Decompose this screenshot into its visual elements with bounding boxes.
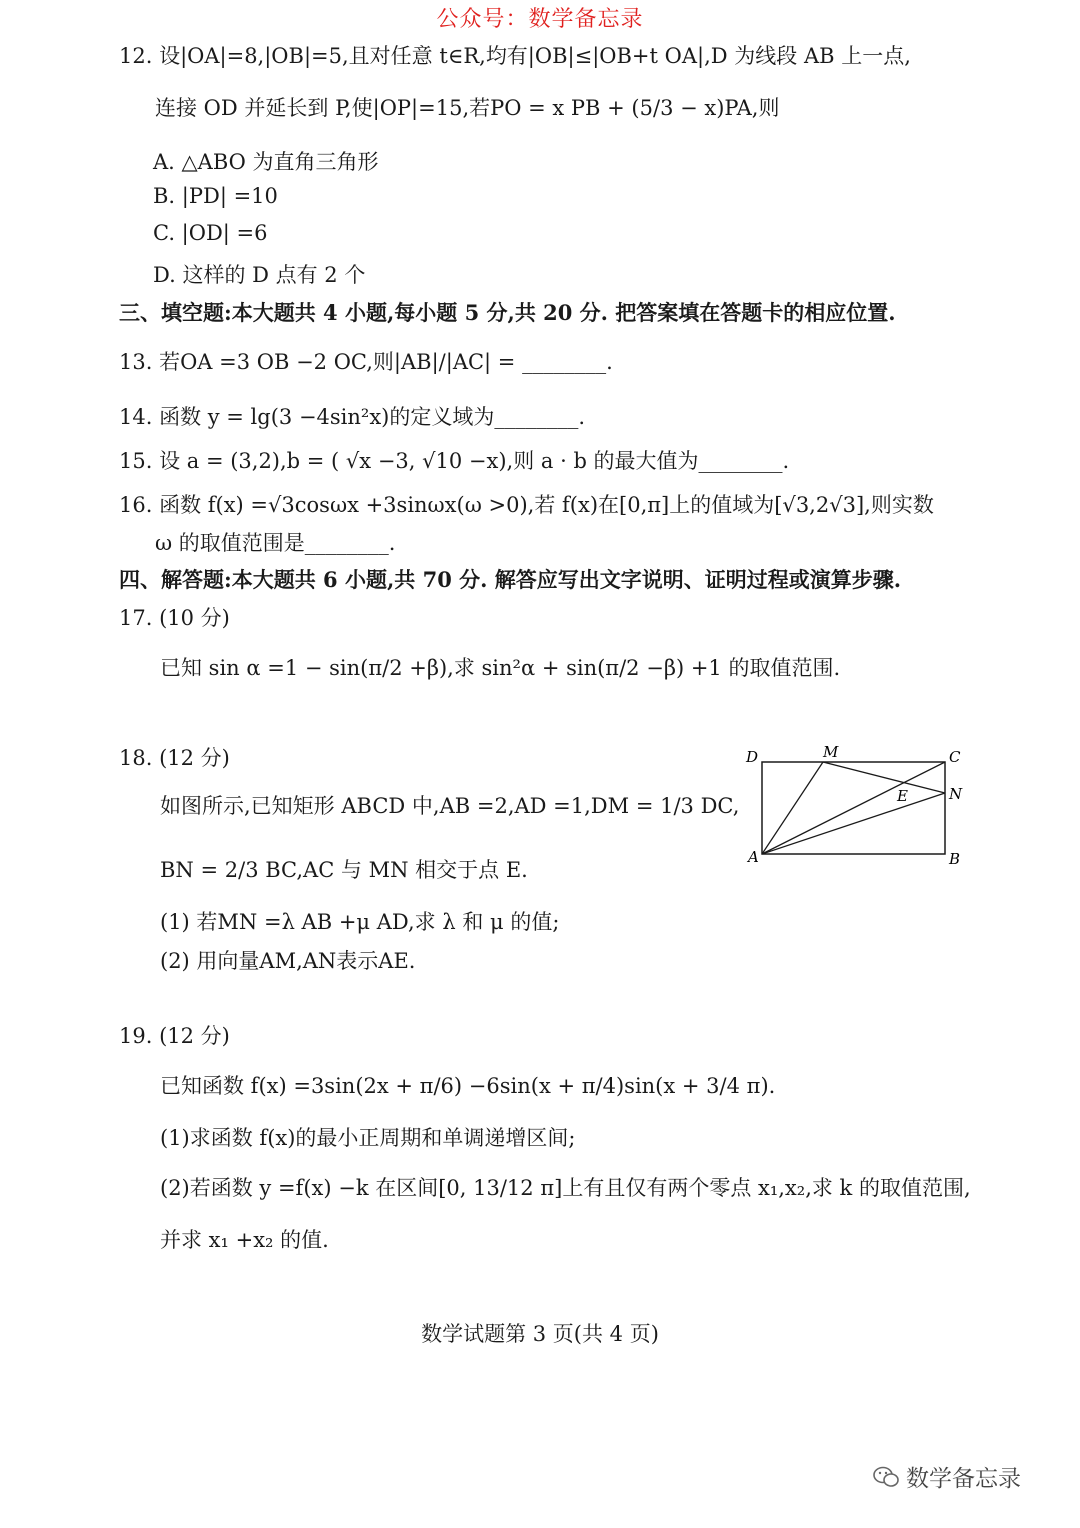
label-m: M: [823, 743, 839, 761]
line-ac: [762, 762, 945, 854]
q14: 14. 函数 y = lg(3 −4sin²x)的定义域为________.: [119, 405, 586, 429]
label-c: C: [949, 748, 961, 766]
label-n: N: [949, 785, 963, 803]
q12-line1: 12. 设|OA|=8,|OB|=5,且对任意 t∈R,均有|OB|≤|OB+t OA|,D 为线段 AB 上一点,: [119, 44, 911, 68]
q12-option-d: D. 这样的 D 点有 2 个: [153, 263, 366, 287]
q19-part1: (1)求函数 f(x)的最小正周期和单调递增区间;: [160, 1126, 576, 1150]
q18-head: 18. (12 分): [119, 746, 230, 770]
q16-line1: 16. 函数 f(x) =√3cosωx +3sinωx(ω >0),若 f(x)在[0,π]上的值域为[√3,2√3],则实数: [119, 493, 934, 517]
watermark: [872, 1460, 1021, 1493]
label-d: D: [746, 748, 759, 766]
q17-body: 已知 sin α =1 − sin(π/2 +β),求 sin²α + sin(π/2 −β) +1 的取值范围.: [160, 656, 841, 680]
q12-line2: 连接 OD 并延长到 P,使|OP|=15,若PO = x PB + (5/3 − x)PA,则: [155, 96, 780, 120]
wechat-icon: [872, 1465, 900, 1489]
q18-part2: (2) 用向量AM,AN表示AE.: [160, 949, 416, 973]
line-am: [762, 762, 823, 854]
q16-line2: ω 的取值范围是________.: [155, 531, 396, 555]
q19-head: 19. (12 分): [119, 1024, 230, 1048]
q18-line1: 如图所示,已知矩形 ABCD 中,AB =2,AD =1,DM = 1/3 DC,: [160, 794, 740, 818]
q18-line2: BN = 2/3 BC,AC 与 MN 相交于点 E.: [160, 858, 528, 882]
page-footer: 数学试题第 3 页(共 4 页): [421, 1322, 659, 1346]
label-e: E: [897, 787, 908, 805]
q12-option-c: C. |OD| =6: [153, 221, 268, 245]
section4-heading: 四、解答题:本大题共 6 小题,共 70 分. 解答应写出文字说明、证明过程或演算步骤.: [119, 567, 902, 592]
q19-line1: 已知函数 f(x) =3sin(2x + π/6) −6sin(x + π/4)sin(x + 3/4 π).: [160, 1074, 776, 1098]
page-header: 公众号：数学备忘录: [436, 7, 644, 32]
q17-head: 17. (10 分): [119, 606, 230, 630]
label-b: B: [949, 850, 961, 868]
q13: 13. 若OA =3 OB −2 OC,则|AB|/|AC| = ________.: [119, 350, 613, 374]
q19-part2b: 并求 x₁ +x₂ 的值.: [160, 1228, 329, 1252]
section3-heading: 三、填空题:本大题共 4 小题,每小题 5 分,共 20 分. 把答案填在答题卡的相应位置.: [119, 300, 896, 325]
line-mn: [823, 762, 945, 793]
label-a: A: [748, 848, 759, 866]
q12-option-a: A. △ABO 为直角三角形: [153, 150, 379, 174]
q18-part1: (1) 若MN =λ AB +μ AD,求 λ 和 μ 的值;: [160, 910, 560, 934]
watermark-text: 数学备忘录: [906, 1466, 1021, 1492]
q15: 15. 设 a = (3,2),b = ( √x −3, √10 −x),则 a · b 的最大值为________.: [119, 449, 790, 473]
q19-part2a: (2)若函数 y =f(x) −k 在区间[0, 13/12 π]上有且仅有两个零点 x₁,x₂,求 k 的取值范围,: [160, 1176, 971, 1200]
line-an: [762, 793, 945, 854]
q12-option-b: B. |PD| =10: [153, 184, 278, 208]
rectangle-figure: [742, 742, 972, 872]
